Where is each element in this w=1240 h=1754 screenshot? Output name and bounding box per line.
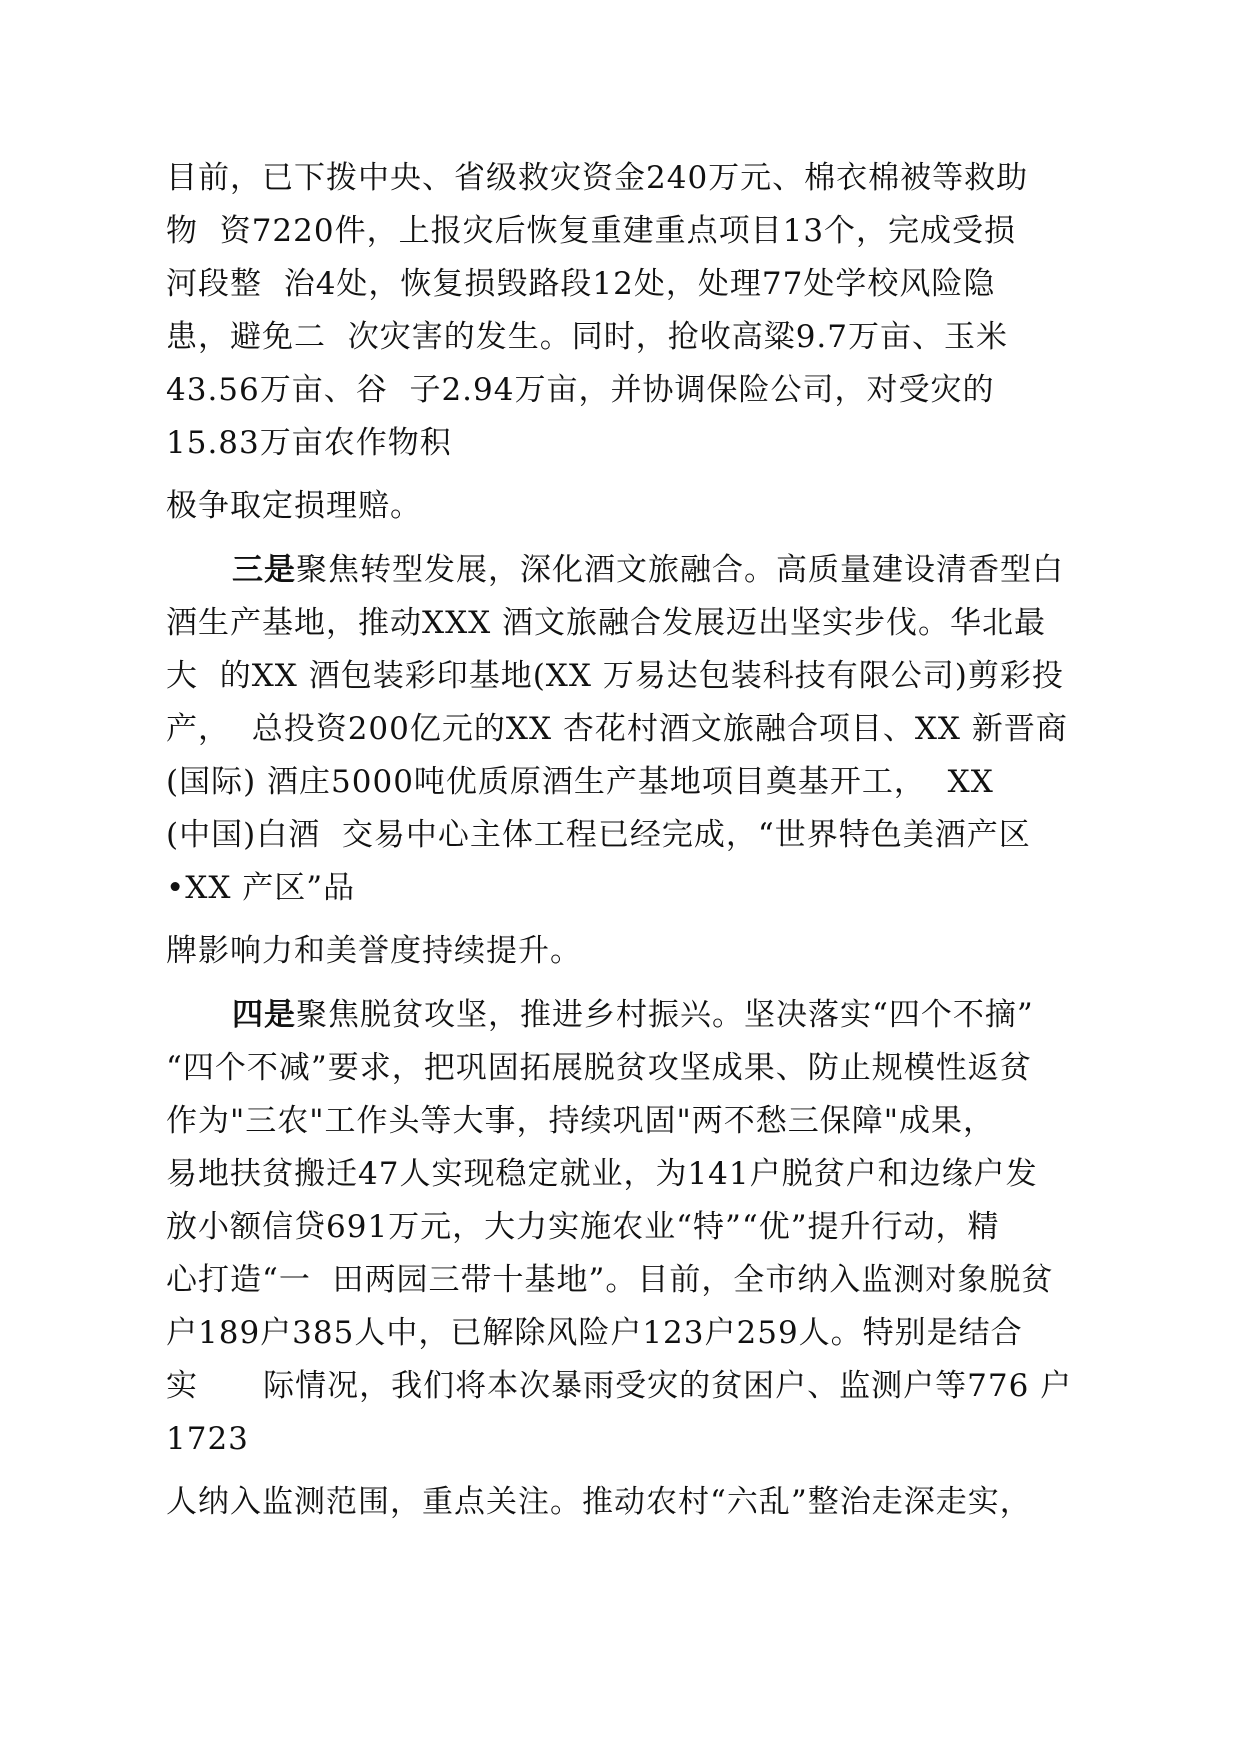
para3-line-6: 心打造“一 田两园三带十基地”。目前，全市纳入监测对象脱贫 (166, 1262, 1054, 1298)
para3-line-8: 实 际情况，我们将本次暴雨受灾的贫困户、监测户等776 户 (166, 1368, 1073, 1404)
para1-line-4: 患，避免二 次灾害的发生。同时，抢收高粱9.7万亩、玉米 (166, 319, 1009, 355)
para3-line-3: 作为"三农"工作头等大事，持续巩固"两不愁三保障"成果， (166, 1103, 996, 1139)
para3-line-5: 放小额信贷691万元，大力实施农业“特”“优”提升行动，精 (166, 1209, 1000, 1245)
para3-line-2: “四个不减”要求，把巩固拓展脱贫攻坚成果、防止规模性返贫 (166, 1050, 1032, 1086)
para1-line-3: 河段整 治4处，恢复损毁路段12处，处理77处学校风险隐 (166, 266, 996, 302)
para2-line-7: •XX 产区”品 (166, 870, 356, 906)
para3-line-10: 人纳入监测范围，重点关注。推动农村“六乱”整治走深走实， (166, 1484, 1032, 1520)
para3-line-7: 户189户385人中，已解除风险户123户259人。特别是结合 (166, 1315, 1023, 1351)
para3-line-9: 1723 (166, 1421, 249, 1457)
para1-line-6: 15.83万亩农作物积 (166, 425, 452, 461)
para1-line-5: 43.56万亩、谷 子2.94万亩，并协调保险公司，对受灾的 (166, 372, 995, 408)
para2-line-3: 大 的XX 酒包装彩印基地(XX 万易达包装科技有限公司)剪彩投 (166, 658, 1064, 694)
para2-line-2: 酒生产基地，推动XXX 酒文旅融合发展迈出坚实步伐。华北最 (166, 605, 1047, 641)
para2-line-4: 产， 总投资200亿元的XX 杏花村酒文旅融合项目、XX 新晋商 (166, 711, 1068, 747)
para1-line-2: 物 资7220件，上报灾后恢复重建重点项目13个，完成受损 (166, 213, 1017, 249)
para3-line-1 (232, 995, 1034, 1035)
para3-line-1-text: 聚焦脱贫攻坚，推进乡村振兴。坚决落实“四个不摘” (296, 997, 1034, 1033)
para2-line-1 (232, 550, 1064, 590)
para2-line-6: (中国)白酒 交易中心主体工程已经完成，“世界特色美酒产区 (166, 817, 1031, 853)
para1-line-7: 极争取定损理赔。 (166, 488, 422, 524)
para2-line-1-text: 聚焦转型发展，深化酒文旅融合。高质量建设清香型白 (296, 552, 1064, 588)
para1-line-1: 目前，已下拨中央、省级救灾资金240万元、棉衣棉被等救助 (166, 160, 1029, 196)
para3-lead: 四是 (232, 997, 296, 1033)
para2-line-5: (国际) 酒庄5000吨优质原酒生产基地项目奠基开工， XX (166, 764, 994, 800)
para2-line-8: 牌影响力和美誉度持续提升。 (166, 933, 582, 969)
para2-lead: 三是 (232, 552, 296, 588)
para3-line-4: 易地扶贫搬迁47人实现稳定就业，为141户脱贫户和边缘户发 (166, 1156, 1038, 1192)
